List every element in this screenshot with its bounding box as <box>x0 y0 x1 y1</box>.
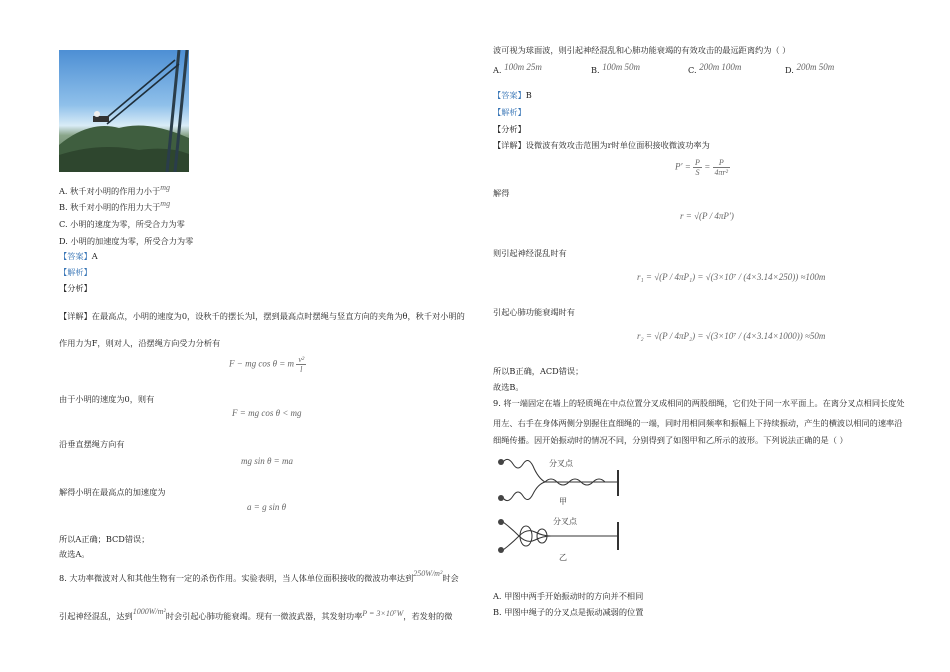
question-9-line-3: 细绳传播。因开始振动时的情况不同，分别得到了如图甲和乙所示的波形。下列说法正确的是（ ） <box>493 435 848 445</box>
question-8-continued: 波可视为球面波，则引起神经混乱和心肺功能衰竭的有效攻击的最远距离约为（ ） <box>493 45 791 55</box>
choice-d: D. 200m 50m <box>785 62 835 75</box>
question-9-option-a: A. 甲图中两手开始振动时的方向并不相同 <box>493 591 644 601</box>
nerve-line: 则引起神经混乱时有 <box>493 248 567 258</box>
analysis-tag: 【解析】 <box>59 267 92 277</box>
detail-right: 【详解】设微波有效攻击范围为r时单位面积接收微波功率为 <box>493 140 710 150</box>
fenxi-tag-right: 【分析】 <box>493 124 526 134</box>
option-c: C. 小明的速度为零，所受合力为零 <box>59 219 185 229</box>
question-8-line-1: 8. 大功率微波对人和其他生物有一定的杀伤作用。实验表明，当人体单位面积接收的微波功率达到250W/m²时会 <box>59 569 459 583</box>
equation-power: P′ = $\frac{P}{S}$ = $\frac{P}{\text{4πr²}}$ <box>675 158 729 177</box>
jiede-line: 解得 <box>493 188 510 198</box>
acceleration-line: 解得小明在最高点的加速度为 <box>59 487 166 497</box>
equation-r: r = √(P / 4πP′) <box>680 211 734 221</box>
option-a: A. 秋千对小明的作用力小于mg <box>59 183 170 196</box>
fork-point-label-2: 分叉点 <box>553 517 577 526</box>
option-b: B. 秋千对小明的作用力大于mg <box>59 199 171 212</box>
conclusion-b: 所以B正确，ACD错误； <box>493 366 584 376</box>
answer-line: 【答案】A <box>59 251 98 261</box>
question-9-line-2: 用左、右手在身体两侧分别握住直细绳的一端，同时用相同频率和振幅上下持续振动，产生的横波以相同的速率沿 <box>493 418 903 428</box>
fork-point-label-1: 分叉点 <box>549 459 573 468</box>
equation-1: F − mg cos θ = m $\frac{\text{v²}}{l}$ <box>229 355 305 374</box>
detail-line-1: 【详解】在最高点，小明的速度为0，设秋千的摆长为l，摆到最高点时摆绳与竖直方向的夹角为θ，秋千对小明的 <box>59 311 465 321</box>
option-d: D. 小明的加速度为零，所受合力为零 <box>59 236 194 246</box>
question-9-option-b: B. 甲图中绳子的分叉点是振动减弱的位置 <box>493 607 644 617</box>
question-9-line-1: 9. 将一端固定在墙上的轻质绳在中点位置分叉成相同的两股细绳，它们处于同一水平面上。在离分叉点相同长度处 <box>493 398 905 408</box>
choose-a: 故选A。 <box>59 549 90 559</box>
velocity-zero-line: 由于小明的速度为0，则有 <box>59 394 155 404</box>
analysis-tag-right: 【解析】 <box>493 107 526 117</box>
equation-r2: r₂ = √(P / 4πP₂) = √(3×10⁷ / (4×3.14×1000)) ≈50m <box>637 331 826 341</box>
answer-line-right: 【答案】B <box>493 90 532 100</box>
conclusion-a: 所以A正确；BCD错误； <box>59 534 150 544</box>
fenxi-tag: 【分析】 <box>59 283 92 293</box>
equation-r1: r₁ = √(P / 4πP₁) = √(3×10⁷ / (4×3.14×250)) ≈100m <box>637 272 826 282</box>
choice-b: B. 100m 50m <box>591 62 640 75</box>
question-8-line-2: 引起神经混乱，达到1000W/m²时会引起心肺功能衰竭。现有一微波武器，其发射功率P = 3×10⁷W，若发射的微 <box>59 607 453 621</box>
equation-3: mg sin θ = ma <box>241 456 293 466</box>
detail-line-2: 作用力为F，则对人，沿摆绳方向受力分析有 <box>59 338 221 348</box>
perpendicular-line: 沿垂直摆绳方向有 <box>59 439 125 449</box>
swing-photo <box>59 50 189 172</box>
label-yi: 乙 <box>559 553 567 562</box>
choice-c: C. 200m 100m <box>688 62 742 75</box>
choose-b: 故选B。 <box>493 382 524 392</box>
heart-line: 引起心肺功能衰竭时有 <box>493 307 575 317</box>
wave-diagram <box>493 452 623 564</box>
equation-4: a = g sin θ <box>247 502 286 512</box>
choice-a: A. 100m 25m <box>493 62 542 75</box>
label-jia: 甲 <box>559 497 567 506</box>
equation-2: F = mg cos θ < mg <box>232 408 302 418</box>
